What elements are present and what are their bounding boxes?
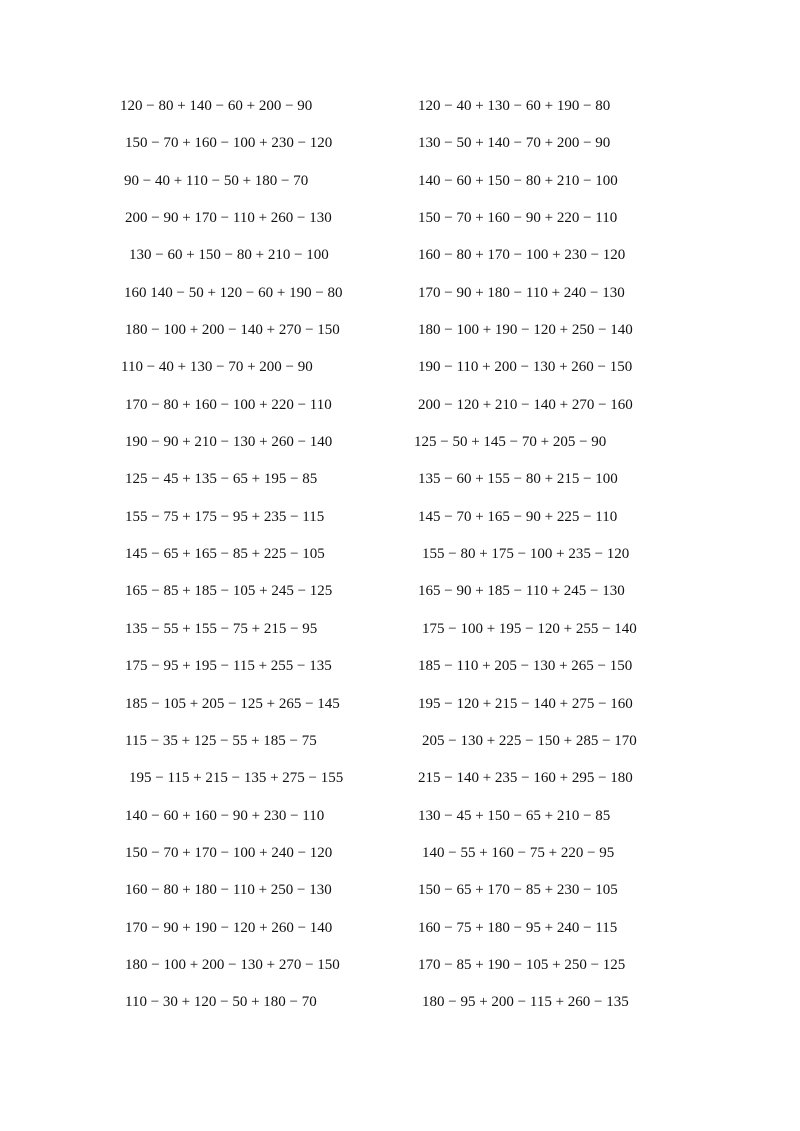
arithmetic-problem: 170 − 90 + 190 − 120 + 260 − 140 <box>125 919 333 936</box>
right-problem-column <box>414 92 714 1026</box>
arithmetic-problem: 165 − 90 + 185 − 110 + 245 − 130 <box>418 583 625 600</box>
arithmetic-problem: 205 − 130 + 225 − 150 + 285 − 170 <box>422 732 637 749</box>
left-problem-column <box>120 92 410 1026</box>
arithmetic-problem: 190 − 110 + 200 − 130 + 260 − 150 <box>418 359 633 376</box>
arithmetic-problem: 150 − 70 + 160 − 90 + 220 − 110 <box>418 210 618 227</box>
arithmetic-problem: 175 − 95 + 195 − 115 + 255 − 135 <box>125 658 332 675</box>
arithmetic-problem: 170 − 90 + 180 − 110 + 240 − 130 <box>418 284 625 301</box>
arithmetic-problem: 120 − 80 + 140 − 60 + 200 − 90 <box>120 98 313 114</box>
arithmetic-problem: 160 140 − 50 + 120 − 60 + 190 − 80 <box>124 284 343 301</box>
arithmetic-problem: 140 − 55 + 160 − 75 + 220 − 95 <box>422 844 615 861</box>
arithmetic-problem: 165 − 85 + 185 − 105 + 245 − 125 <box>125 583 333 600</box>
arithmetic-problem: 170 − 80 + 160 − 100 + 220 − 110 <box>125 396 332 413</box>
arithmetic-problem: 125 − 45 + 135 − 65 + 195 − 85 <box>125 471 318 488</box>
arithmetic-problem: 200 − 90 + 170 − 110 + 260 − 130 <box>125 210 332 227</box>
arithmetic-problem: 130 − 45 + 150 − 65 + 210 − 85 <box>418 807 611 824</box>
arithmetic-problem: 110 − 30 + 120 − 50 + 180 − 70 <box>125 994 317 1011</box>
arithmetic-problem: 150 − 70 + 160 − 100 + 230 − 120 <box>125 135 333 152</box>
arithmetic-problem: 175 − 100 + 195 − 120 + 255 − 140 <box>422 620 637 637</box>
arithmetic-problem: 130 − 60 + 150 − 80 + 210 − 100 <box>129 247 329 264</box>
arithmetic-problem: 160 − 75 + 180 − 95 + 240 − 115 <box>418 919 618 936</box>
arithmetic-problem: 110 − 40 + 130 − 70 + 200 − 90 <box>121 359 313 376</box>
arithmetic-problem: 145 − 70 + 165 − 90 + 225 − 110 <box>418 508 618 525</box>
arithmetic-problem: 180 − 100 + 190 − 120 + 250 − 140 <box>418 322 633 339</box>
arithmetic-problem: 180 − 95 + 200 − 115 + 260 − 135 <box>422 994 629 1011</box>
arithmetic-problem: 200 − 120 + 210 − 140 + 270 − 160 <box>418 396 633 413</box>
arithmetic-problem: 195 − 120 + 215 − 140 + 275 − 160 <box>418 695 633 712</box>
arithmetic-problem: 135 − 55 + 155 − 75 + 215 − 95 <box>125 620 318 637</box>
arithmetic-problem: 140 − 60 + 150 − 80 + 210 − 100 <box>418 172 618 189</box>
arithmetic-problem: 170 − 85 + 190 − 105 + 250 − 125 <box>418 956 626 973</box>
arithmetic-problem: 145 − 65 + 165 − 85 + 225 − 105 <box>125 546 325 563</box>
arithmetic-problem: 130 − 50 + 140 − 70 + 200 − 90 <box>418 135 611 152</box>
arithmetic-problem: 160 − 80 + 180 − 110 + 250 − 130 <box>125 882 332 899</box>
arithmetic-problem: 120 − 40 + 130 − 60 + 190 − 80 <box>418 98 611 114</box>
arithmetic-problem: 195 − 115 + 215 − 135 + 275 − 155 <box>129 770 344 787</box>
arithmetic-problem: 180 − 100 + 200 − 140 + 270 − 150 <box>125 322 340 339</box>
arithmetic-problem: 155 − 80 + 175 − 100 + 235 − 120 <box>422 546 630 563</box>
arithmetic-problem: 215 − 140 + 235 − 160 + 295 − 180 <box>418 770 633 787</box>
arithmetic-problem: 160 − 80 + 170 − 100 + 230 − 120 <box>418 247 626 264</box>
arithmetic-problem: 185 − 105 + 205 − 125 + 265 − 145 <box>125 695 340 712</box>
arithmetic-problem: 155 − 75 + 175 − 95 + 235 − 115 <box>125 508 325 525</box>
arithmetic-problem: 115 − 35 + 125 − 55 + 185 − 75 <box>125 732 317 749</box>
arithmetic-problem: 140 − 60 + 160 − 90 + 230 − 110 <box>125 807 325 824</box>
arithmetic-problem: 185 − 110 + 205 − 130 + 265 − 150 <box>418 658 633 675</box>
arithmetic-problem: 135 − 60 + 155 − 80 + 215 − 100 <box>418 471 618 488</box>
arithmetic-problem: 150 − 70 + 170 − 100 + 240 − 120 <box>125 844 333 861</box>
arithmetic-problem: 150 − 65 + 170 − 85 + 230 − 105 <box>418 882 618 899</box>
arithmetic-problem: 190 − 90 + 210 − 130 + 260 − 140 <box>125 434 333 451</box>
arithmetic-problem: 90 − 40 + 110 − 50 + 180 − 70 <box>124 172 309 189</box>
arithmetic-problem: 180 − 100 + 200 − 130 + 270 − 150 <box>125 956 340 973</box>
arithmetic-problem: 125 − 50 + 145 − 70 + 205 − 90 <box>414 434 607 451</box>
